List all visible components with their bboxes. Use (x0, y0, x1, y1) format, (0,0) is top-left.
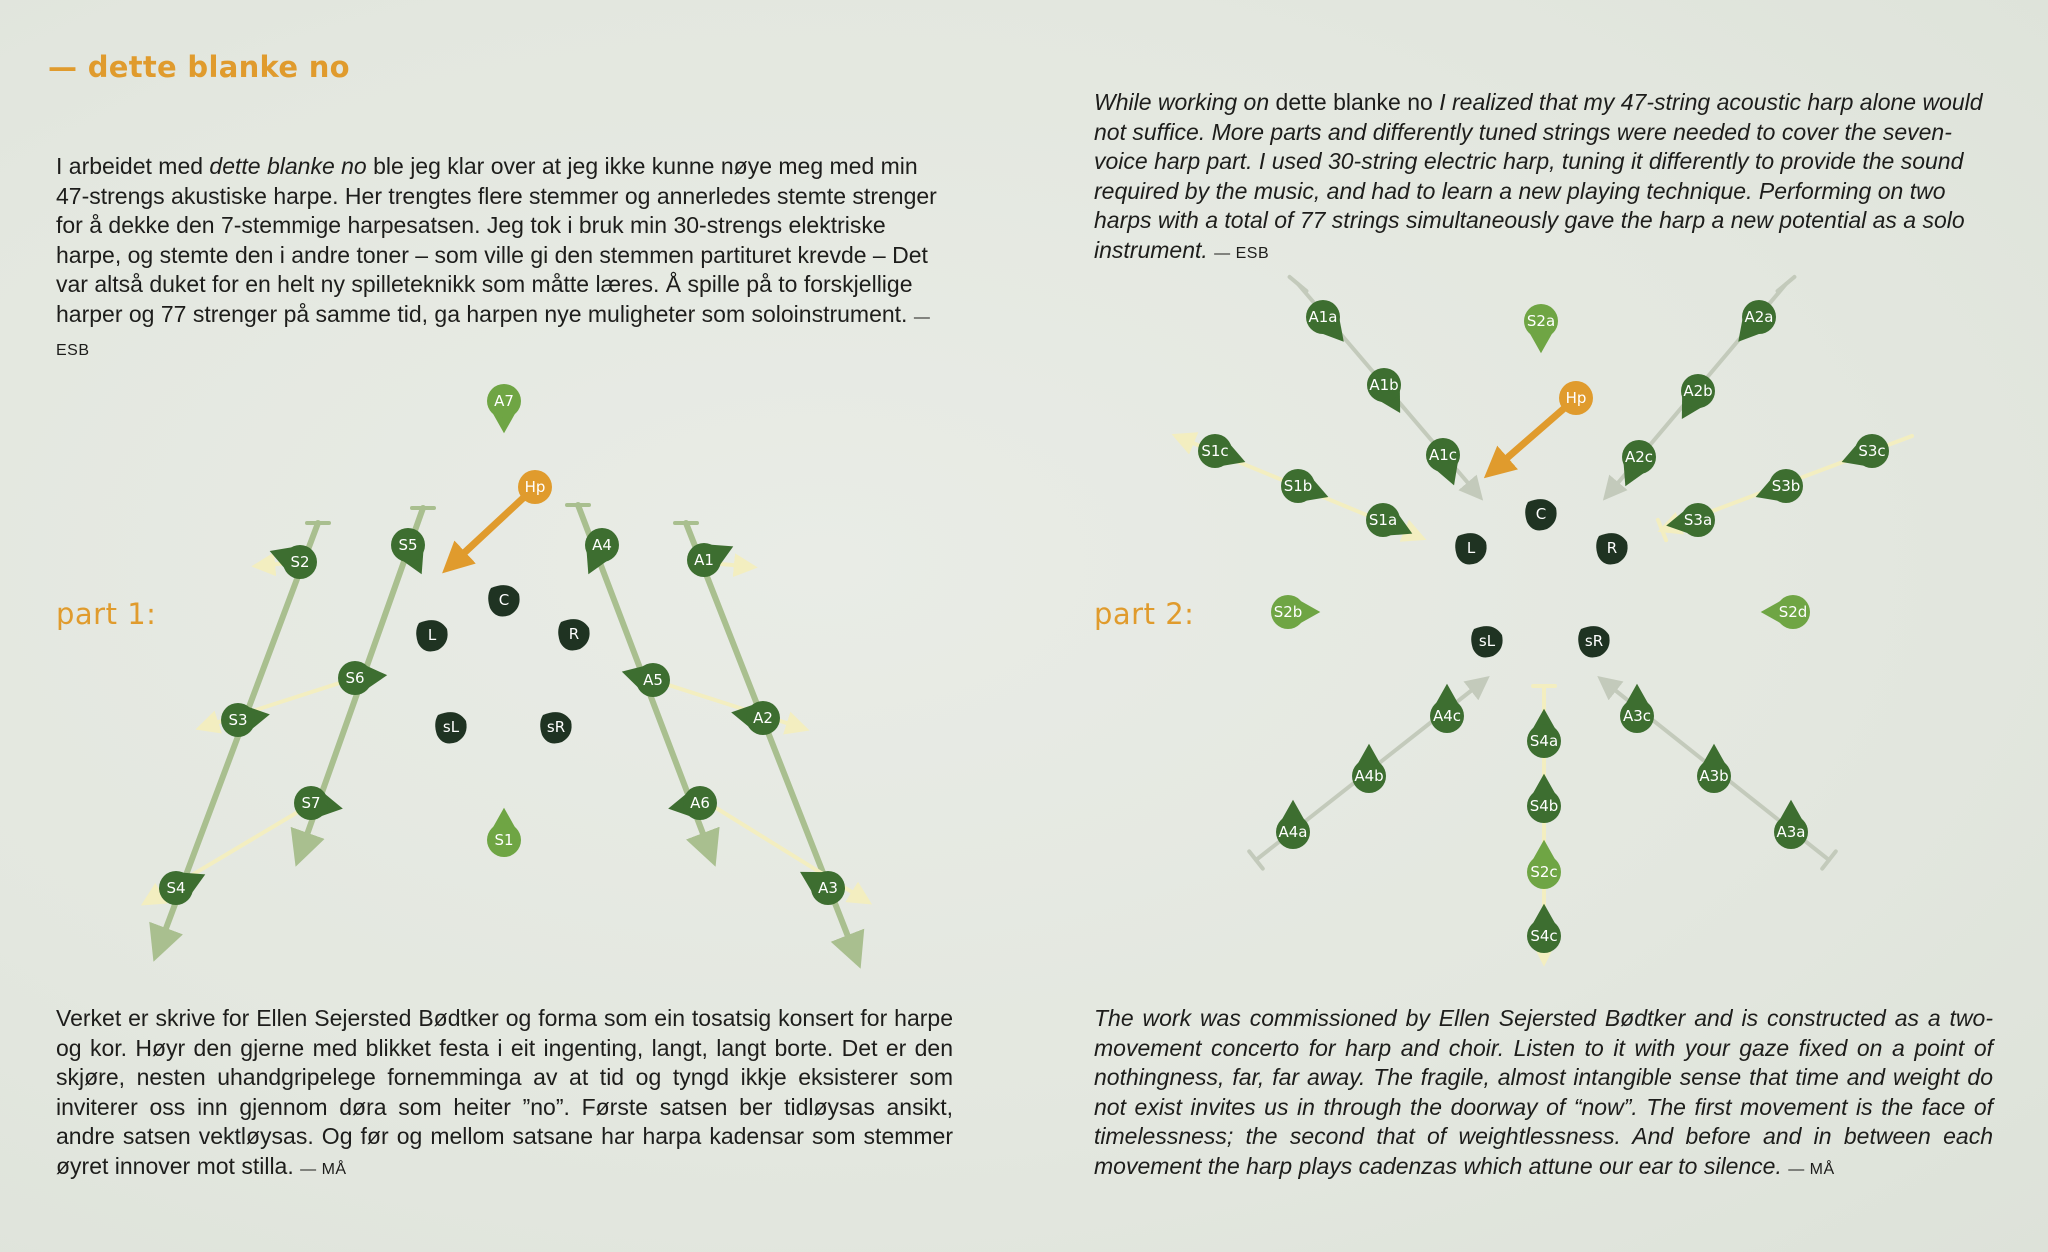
marker-label: A1 (694, 551, 714, 569)
marker-label: S4c (1530, 927, 1558, 945)
part2-marker-a4c (1430, 684, 1464, 733)
part1-harp-marker (518, 470, 552, 504)
speaker-label: C (498, 591, 510, 609)
part2-marker-s2b (1271, 595, 1320, 629)
marker-label: S1a (1368, 511, 1398, 529)
part2-marker-a4b (1352, 744, 1386, 793)
speaker-label: R (568, 625, 580, 643)
marker-label: S2d (1778, 603, 1808, 621)
marker-label: A4 (592, 536, 612, 554)
part2-speaker-c (1525, 499, 1556, 530)
marker-label: S3c (1858, 442, 1886, 460)
part2-marker-s2c (1527, 840, 1561, 889)
norwegian-outro-signature: — MÅ (300, 1160, 347, 1178)
marker-label: S4b (1529, 797, 1559, 815)
part2-marker-s3a (1664, 503, 1715, 538)
marker-label: A2c (1624, 448, 1654, 466)
marker-label: A2a (1744, 308, 1774, 326)
speaker-label: sL (442, 718, 460, 736)
marker-label: S2c (1530, 863, 1558, 881)
marker-label: A3c (1622, 707, 1652, 725)
marker-label: A4b (1354, 767, 1384, 785)
page-heading: — dette blanke no (48, 50, 350, 84)
norwegian-intro-title: dette blanke no (209, 153, 367, 179)
part2-marker-a2c (1614, 440, 1656, 491)
part2-speaker-l (1455, 533, 1486, 564)
part2-marker-s4b (1527, 774, 1561, 823)
norwegian-intro-lead: I arbeidet med (56, 153, 210, 179)
english-outro-body: The work was commissioned by Ellen Sejersted Bødtker and is constructed as a two-movement concerto for harp and choir. Listen to it with your gaze fixed on a point of nothingness, far, far away. The fragile, almost intangible sense that time and weight do not exist invites us in through the doorway of “now”. The first movement is the face of timelessness; the second that of weightlessness. And before and in between each movement the harp plays cadenzas which attune our ear to silence. (1094, 1005, 1993, 1179)
speaker-label: R (1606, 539, 1618, 557)
speaker-label: C (1535, 505, 1547, 523)
marker-label: A2 (753, 709, 773, 727)
marker-label: A5 (643, 671, 663, 689)
part2-speaker-sl (1471, 626, 1502, 657)
part2-marker-a3a (1774, 800, 1808, 849)
part1-speaker-c (488, 585, 519, 616)
part2-speaker-sr (1578, 626, 1609, 657)
part2-marker-s1b (1281, 469, 1333, 509)
marker-label: A6 (690, 794, 710, 812)
part1-speaker-r (558, 619, 589, 650)
marker-label: S6 (345, 669, 365, 687)
trajectory-lines (145, 277, 1912, 962)
part1-marker-s6 (338, 661, 388, 695)
speaker-label: sR (546, 718, 566, 736)
marker-label: S1c (1201, 442, 1229, 460)
marker-label: S3 (228, 711, 248, 729)
speaker-label: sL (1478, 632, 1496, 650)
marker-layer (159, 300, 1889, 953)
part1-marker-a6 (666, 786, 717, 821)
marker-label: S2 (290, 553, 310, 571)
marker-label: S4a (1529, 732, 1559, 750)
marker-label: A4a (1278, 823, 1308, 841)
part2-label: part 2: (1094, 597, 1195, 631)
english-intro-lead: While working on (1094, 89, 1276, 115)
norwegian-outro-body: Verket er skrive for Ellen Sejersted Bødtker og forma som ein tosatsig konsert for harpe og kor. Høyr den gjerne med blikket festa i eit ingenting, langt, langt borte. Det er den skjøre, nesten uhandgripelege fornemminga av at tid og tyngd ikkje eksisterer som inviterer oss inn gjennom døra som heiter ”no”. Første satsen ber tidløysas ansikt, andre satsen vektløysas. Og før og mellom satsane har harpa kadensar som stemmer øyret innover mot stilla. (56, 1005, 953, 1179)
part2-marker-a4a (1276, 800, 1310, 849)
part2-marker-s2a (1524, 304, 1558, 353)
marker-label: S5 (398, 536, 418, 554)
marker-label: A3b (1699, 767, 1729, 785)
english-intro-signature: — ESB (1214, 244, 1270, 262)
part2-marker-s1c (1198, 434, 1250, 474)
marker-label: S1 (494, 831, 514, 849)
marker-label: A3a (1776, 823, 1806, 841)
marker-label: S3a (1683, 511, 1713, 529)
harp-label: Hp (1565, 389, 1587, 407)
marker-label: A1c (1428, 446, 1458, 464)
part2-marker-s2d (1761, 595, 1810, 629)
part1-marker-a7 (487, 384, 521, 433)
marker-label: A1b (1369, 376, 1399, 394)
marker-label: A2b (1683, 382, 1713, 400)
p2-cap-a2 (1778, 277, 1795, 291)
marker-label: A7 (494, 392, 514, 410)
part1-harp-arrow (449, 487, 535, 567)
part2-marker-a1c (1426, 438, 1466, 490)
part2-marker-a3c (1620, 684, 1654, 733)
part2-harp-marker (1559, 381, 1593, 415)
norwegian-intro-signature: — ESB (56, 308, 931, 359)
marker-label: A1a (1308, 308, 1338, 326)
speaker-label: sR (1584, 632, 1604, 650)
part1-speaker-sr (540, 712, 571, 743)
part2-marker-s4a (1527, 709, 1561, 758)
norwegian-intro-body: ble jeg klar over at jeg ikke kunne nøye meg med min 47-strengs akustiske harpe. Her trengtes flere stemmer og annerledes stemte strenger for å dekke den 7-stemmige harpesatsen. Jeg tok i bruk min 30-strengs elektriske harpe, og stemte den i andre toner – som ville gi den stemmen partituret krevde – Det var altså duket for en helt ny spilleteknikk som måtte læres. Å spille på to forskjellige harper og 77 strenger på samme tid, ga harpen nye muligheter som soloinstrument. (56, 153, 937, 327)
marker-label: S4 (166, 879, 186, 897)
norwegian-outro (56, 1004, 953, 1185)
part2-marker-a3b (1697, 744, 1731, 793)
speaker-label: L (427, 626, 437, 644)
part2-marker-a1b (1367, 368, 1411, 419)
english-intro-body: I realized that my 47-string acoustic harp alone would not suffice. More parts and differently tuned strings were needed to cover the seven-voice harp part. I used 30-string electric harp, tuning it differently to provide the sound required by the music, and had to learn a new playing technique. Performing on two harps with a total of 77 strings simultaneously gave the harp a new potential as a solo instrument. (1094, 89, 1983, 263)
speaker-label: L (1466, 539, 1476, 557)
marker-label: S3b (1771, 477, 1801, 495)
p2-cap-a1 (1290, 277, 1307, 291)
part1-label: part 1: (56, 597, 157, 631)
part2-marker-s3c (1837, 434, 1889, 474)
p1-cream-a5 (653, 680, 805, 729)
english-intro-title: dette blanke no (1275, 89, 1433, 115)
english-outro-signature: — MÅ (1788, 1160, 1835, 1178)
part2-marker-a2b (1671, 374, 1715, 425)
marker-label: S7 (301, 794, 321, 812)
marker-label: S2a (1526, 312, 1556, 330)
part2-marker-s1a (1366, 503, 1417, 545)
part1-marker-a5 (619, 660, 670, 697)
marker-label: S2b (1273, 603, 1303, 621)
harp-label: Hp (524, 478, 546, 496)
part1-marker-s1 (487, 808, 521, 857)
marker-label: A3 (818, 879, 838, 897)
part1-speaker-l (416, 620, 447, 651)
part1-marker-s7 (294, 786, 345, 821)
part2-marker-s3b (1751, 469, 1803, 509)
part1-speaker-sl (435, 712, 466, 743)
marker-label: A4c (1432, 707, 1462, 725)
english-outro (1094, 1004, 1993, 1185)
marker-label: S1b (1283, 477, 1313, 495)
part1-marker-a4 (577, 528, 619, 579)
part2-marker-s4c (1527, 904, 1561, 953)
part2-speaker-r (1596, 533, 1627, 564)
